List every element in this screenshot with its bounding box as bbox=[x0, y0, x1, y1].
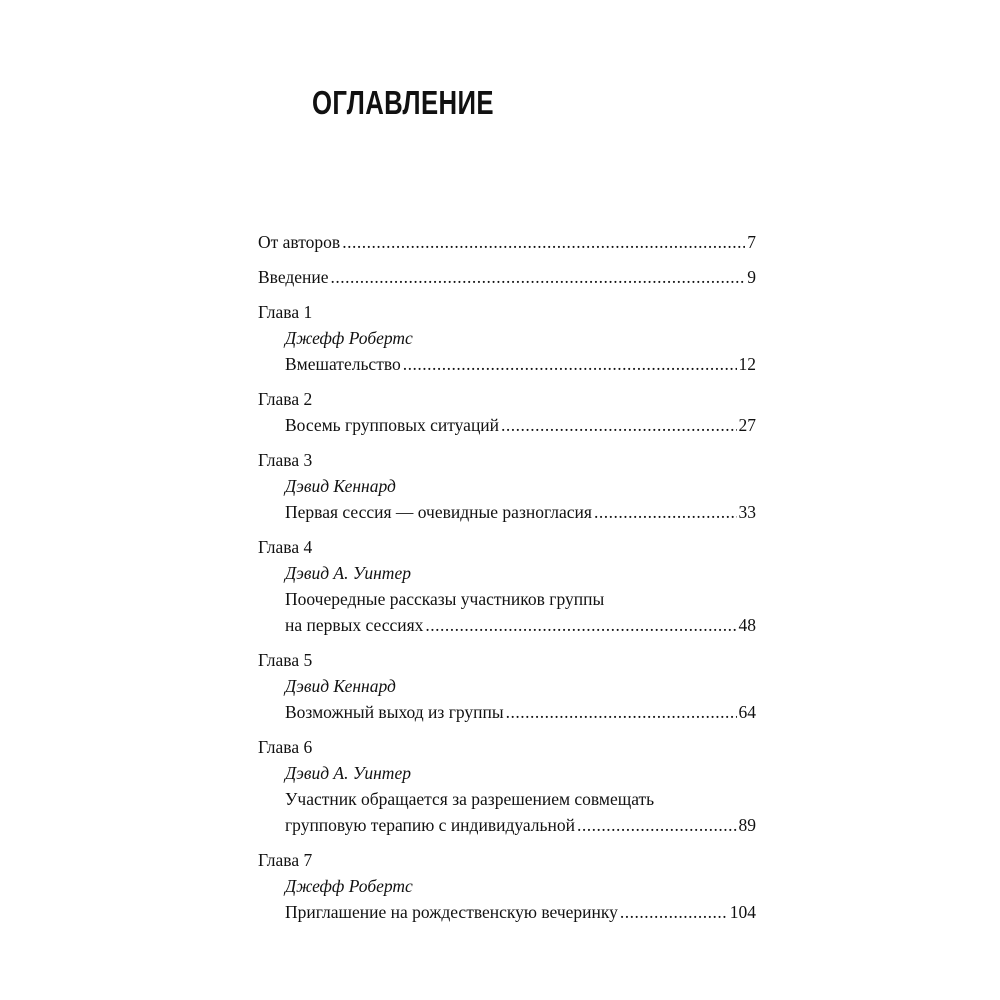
toc-entry-chapter-3[interactable] bbox=[258, 447, 756, 525]
toc-page-number: 9 bbox=[747, 267, 756, 287]
chapter-author: Дэвид Кеннард bbox=[285, 676, 396, 696]
toc-line bbox=[258, 899, 756, 925]
toc-page-number: 104 bbox=[729, 902, 756, 922]
dot-leader bbox=[501, 412, 736, 438]
toc-entry-title: От авторов bbox=[258, 232, 341, 252]
toc-entry-chapter-7[interactable] bbox=[258, 847, 756, 925]
chapter-title: Восемь групповых ситуаций bbox=[285, 415, 500, 435]
toc-entry-foreword[interactable] bbox=[258, 229, 756, 255]
dot-leader bbox=[620, 899, 728, 925]
dot-leader bbox=[403, 351, 737, 377]
toc-line bbox=[258, 699, 756, 725]
toc-entry-title: Введение bbox=[258, 267, 329, 287]
chapter-label: Глава 4 bbox=[258, 537, 313, 557]
chapter-title: Приглашение на рождественскую вечеринку bbox=[285, 902, 618, 922]
dot-leader bbox=[577, 812, 737, 838]
chapter-label: Глава 2 bbox=[258, 389, 313, 409]
dot-leader bbox=[342, 229, 745, 255]
dot-leader bbox=[594, 499, 737, 525]
toc-entry-chapter-2[interactable] bbox=[258, 386, 756, 438]
chapter-title: Вмешательство bbox=[285, 354, 401, 374]
chapter-title: Возможный выход из группы bbox=[285, 702, 504, 722]
chapter-label: Глава 7 bbox=[258, 850, 313, 870]
toc-line bbox=[258, 812, 756, 838]
chapter-title-line: Поочередные рассказы участников группы bbox=[285, 589, 605, 609]
chapter-author: Дэвид А. Уинтер bbox=[285, 763, 411, 783]
toc-entry-chapter-4[interactable] bbox=[258, 534, 756, 638]
chapter-title: на первых сессиях bbox=[285, 615, 424, 635]
chapter-title-line: Участник обращается за разрешением совмещать bbox=[285, 789, 655, 809]
toc-page-number: 12 bbox=[738, 354, 756, 374]
chapter-label: Глава 1 bbox=[258, 302, 313, 322]
toc-entry-chapter-6[interactable] bbox=[258, 734, 756, 838]
table-of-contents bbox=[258, 229, 756, 934]
chapter-label: Глава 3 bbox=[258, 450, 313, 470]
chapter-author: Дэвид Кеннард bbox=[285, 476, 396, 496]
chapter-author: Джефф Робертс bbox=[285, 328, 413, 348]
toc-entry-introduction[interactable] bbox=[258, 264, 756, 290]
toc-line bbox=[258, 229, 756, 255]
toc-page-number: 64 bbox=[738, 702, 756, 722]
chapter-label: Глава 6 bbox=[258, 737, 313, 757]
chapter-label: Глава 5 bbox=[258, 650, 313, 670]
toc-line bbox=[258, 412, 756, 438]
dot-leader bbox=[506, 699, 737, 725]
chapter-author: Джефф Робертс bbox=[285, 876, 413, 896]
toc-page-number: 27 bbox=[738, 415, 756, 435]
chapter-title: групповую терапию с индивидуальной bbox=[285, 815, 575, 835]
toc-page-number: 33 bbox=[738, 502, 756, 522]
toc-line bbox=[258, 264, 756, 290]
toc-page-number: 48 bbox=[738, 615, 756, 635]
toc-page-number: 7 bbox=[747, 232, 756, 252]
chapter-author: Дэвид А. Уинтер bbox=[285, 563, 411, 583]
toc-line bbox=[258, 499, 756, 525]
toc-entry-chapter-5[interactable] bbox=[258, 647, 756, 725]
chapter-title: Первая сессия — очевидные разногласия bbox=[285, 502, 592, 522]
toc-line bbox=[258, 351, 756, 377]
toc-line bbox=[258, 612, 756, 638]
page-title: ОГЛАВЛЕНИЕ bbox=[312, 84, 494, 121]
toc-entry-chapter-1[interactable] bbox=[258, 299, 756, 377]
dot-leader bbox=[425, 612, 736, 638]
toc-page-number: 89 bbox=[738, 815, 756, 835]
dot-leader bbox=[331, 264, 746, 290]
